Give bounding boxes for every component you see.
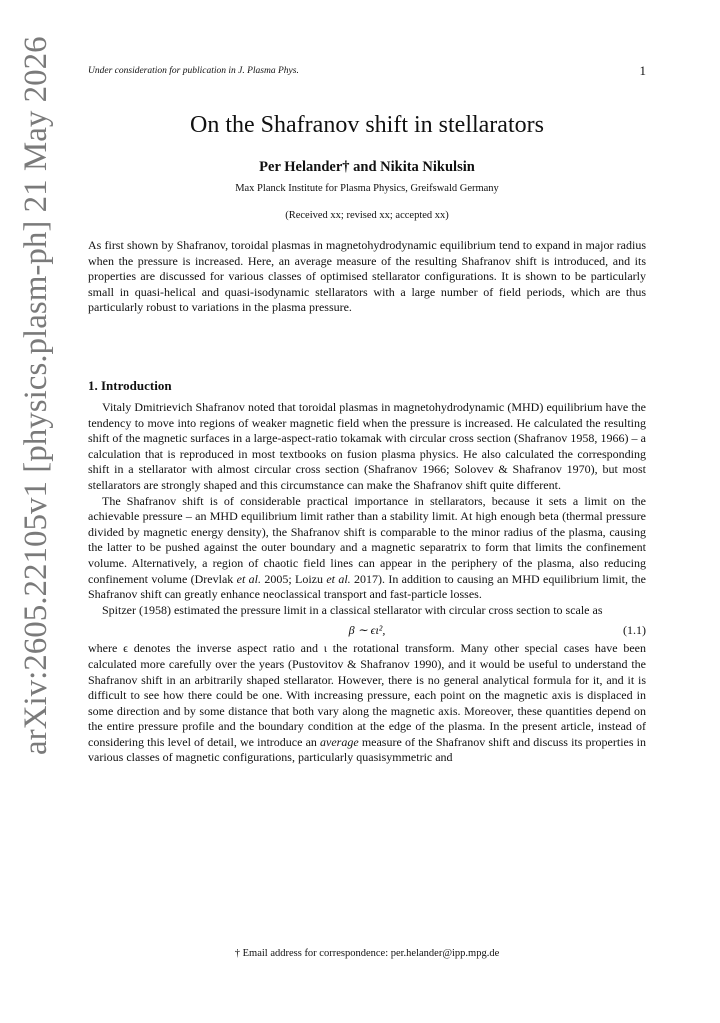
paragraph-4-text-b: measure of the Shafranov shift and discuss its properties in various classes of magnetic configurations, particularly quasisymmetric and	[88, 734, 646, 765]
footnote-correspondence: † Email address for correspondence: per.helander@ipp.mpg.de	[234, 948, 500, 959]
abstract: As first shown by Shafranov, toroidal plasmas in magnetohydrodynamic equilibrium tend to expand in major radius when the pressure is increased. Here, an average measure of the resulting Shafranov shift is introduced, and its properties are discussed for various classes of optimised stellarator configurations. It is shown to be particularly small in quasi-helical and quasi-isodynamic stellarators with a large number of field periods, which are thus particularly robust to variations in the plasma pressure.	[88, 238, 646, 315]
paragraph-4	[88, 641, 646, 766]
paragraph-1: Vitaly Dmitrievich Shafranov noted that toroidal plasmas in magnetohydrodynamic (MHD) equilibrium have the tendency to move into regions of weaker magnetic field when the pressure is increased. He calculated the resulting shift of the magnetic surfaces in a large-aspect-ratio tokamak with circular cross section (Shafranov 1958, 1966) – a calculation that is reproduced in most textbooks on fusion plasma physics. He also calculated the corresponding shift in a stellarator with almost circular cross section (Shafranov 1966; Solovev & Shafranov 1970), but most stellarators are strongly shaped and this circumstance can make the Shafranov shift quite different.	[88, 400, 646, 492]
affiliation: Max Planck Institute for Plasma Physics, Greifswald Germany	[235, 183, 499, 194]
citation-et-al-2: et al.	[326, 571, 351, 586]
equation-formula: β ∼ ϵι²,	[348, 623, 386, 638]
paragraph-2-text-c: 2017). In addition to causing an MHD equilibrium limit, the Shafranov shift can greatly enhance neoclassical transport and fast-particle losses.	[88, 571, 647, 602]
arxiv-identifier-stamp: arXiv:2605.22105v1 [physics.plasm-ph] 21 May 2026	[18, 36, 54, 755]
paragraph-2-text-a: The Shafranov shift is of considerable practical importance in stellarators, because it sets a limit on the achievable pressure – an MHD equilibrium limit rather than a stability limit. At high enough beta (thermal pressure divided by magnetic energy density), the Shafranov shift is comparable to the minor radius of the plasma, causing the latter to be pushed against the outer boundary and a magnetic separatrix to form that limits the confinement volume. Alternatively, a region of chaotic field lines can appear in the periphery of the plasma, also reducing confinement volume (Drevlak	[88, 493, 646, 586]
running-head: Under consideration for publication in J. Plasma Phys.	[88, 66, 299, 76]
received-dates: (Received xx; revised xx; accepted xx)	[285, 210, 449, 221]
paper-title: On the Shafranov shift in stellarators	[190, 112, 544, 138]
equation-number: (1.1)	[623, 623, 646, 638]
paragraph-2-text-b: 2005; Loizu	[260, 571, 327, 586]
paragraph-4-text-a: where ϵ denotes the inverse aspect ratio and ι the rotational transform. Many other special cases have been calculated more carefully over the years (Pustovitov & Shafranov 1990), and it would be useful to understand the Shafranov shift in an arbitrarily shaped stellarator. However, there is no general analytical formula for it, and it is difficult to see how there could be one. With increasing pressure, each point on the magnetic axis is displaced in some direction and by some distance that both vary along the magnetic axis. Moreover, these quantities depend on the entire pressure profile and the boundary condition at the edge of the plasma. In the present article, instead of considering this level of detail, we introduce an	[88, 641, 646, 749]
citation-et-al-1: et al.	[236, 571, 261, 586]
paragraph-3: Spitzer (1958) estimated the pressure limit in a classical stellarator with circular cross section to scale as	[102, 602, 603, 617]
section-heading-introduction: 1. Introduction	[88, 378, 172, 393]
author-list: Per Helander† and Nikita Nikulsin	[259, 159, 475, 175]
paragraph-2	[88, 494, 646, 603]
introduction-body	[88, 400, 646, 766]
equation-1-1	[88, 620, 646, 641]
emphasis-average: average	[320, 734, 359, 749]
page-number: 1	[639, 63, 646, 78]
